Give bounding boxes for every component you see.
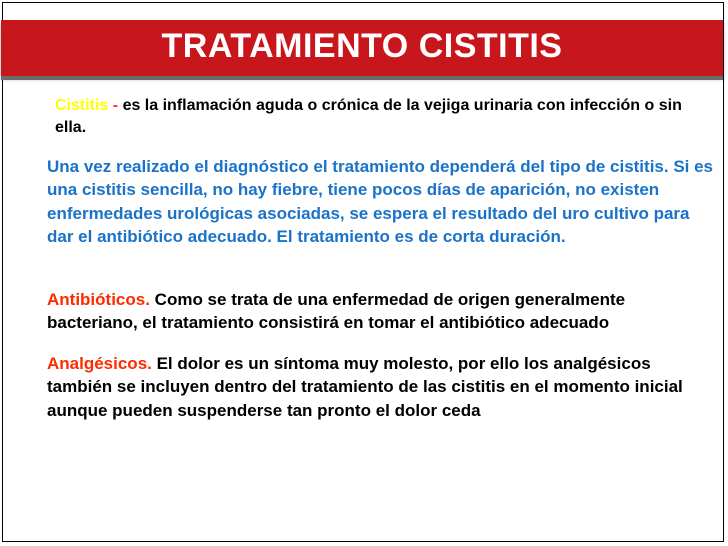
definition-body: es la inflamación aguda o crónica de la vejiga urinaria con infección o sin ella. — [55, 97, 682, 136]
antibiotics-paragraph — [47, 288, 717, 335]
antibiotics-body: Como se trata de una enfermedad de origen generalmente bacteriano, el tratamiento consistirá en tomar el antibiótico adecuado — [47, 290, 626, 333]
definition-dash: - — [108, 97, 123, 114]
treatment-paragraph: Una vez realizado el diagnóstico el tratamiento dependerá del tipo de cistitis. Si es una cistitis sencilla, no hay fiebre, tiene pocos días de aparición, no existen enfermedades urológicas asociadas, se espera el resultado del uro cultivo para dar el antibiótico adecuado. El tratamiento es de corta duración. — [47, 157, 714, 247]
definition-text — [55, 95, 695, 139]
definition-keyword: Cistitis — [55, 97, 109, 114]
analgesics-label: Analgésicos. — [47, 354, 152, 373]
title-bar — [1, 20, 723, 76]
antibiotics-label: Antibióticos. — [47, 290, 150, 309]
analgesics-paragraph — [47, 352, 717, 422]
slide-title: TRATAMIENTO CISTITIS — [161, 27, 563, 65]
analgesics-body: El dolor es un síntoma muy molesto, por ello los analgésicos también se incluyen dentro del tratamiento de las cistitis en el momento inicial aunque pueden suspenderse tan pronto el dolor ceda — [47, 354, 683, 420]
slide-frame — [2, 2, 724, 542]
